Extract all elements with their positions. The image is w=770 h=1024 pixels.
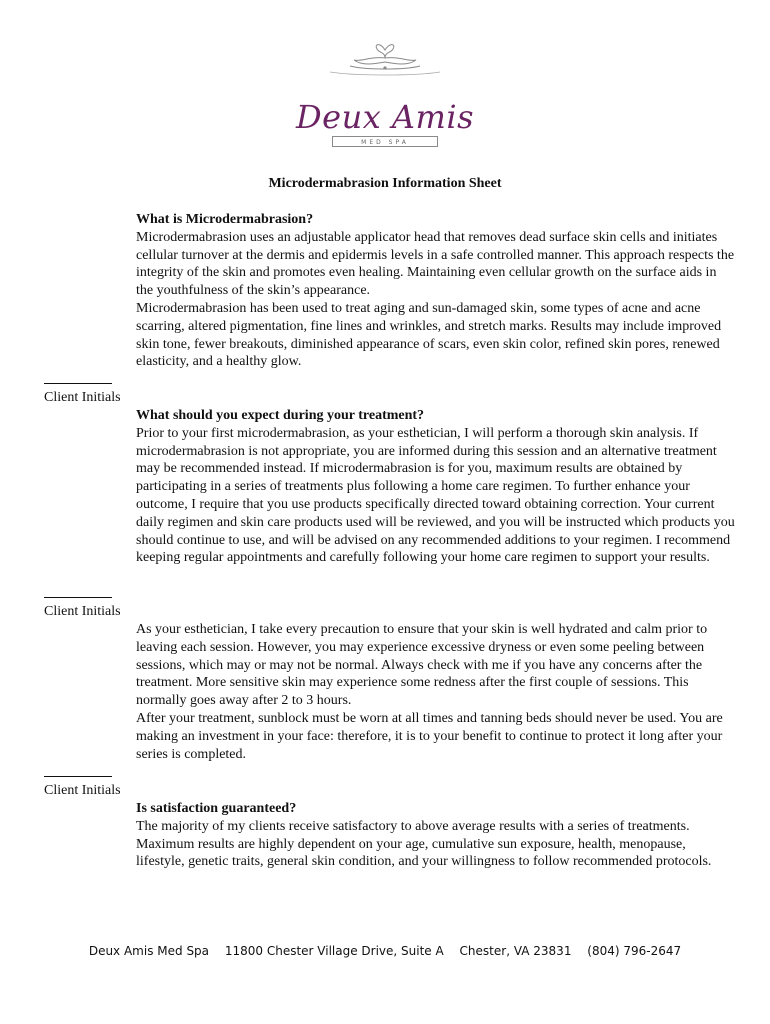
footer-address: 11800 Chester Village Drive, Suite A <box>224 944 444 958</box>
initials-label: Client Initials <box>44 604 121 619</box>
logo-subtitle: MED SPA <box>332 136 438 147</box>
section-paragraph: Microdermabrasion uses an adjustable applicator head that removes dead surface skin cells and initiates cellular turnover at the dermis and epidermis levels in a safe controlled manner. This approach respects the integrity of the skin and promotes even healing. Maintaining even cellular growth on the surface aids in the youthfulness of the skin’s appearance. <box>136 229 735 299</box>
footer-city: Chester, VA 23831 <box>459 944 572 958</box>
initials-line <box>44 597 112 598</box>
section-paragraph: Microdermabrasion has been used to treat aging and sun-damaged skin, some types of acne and acne scarring, altered pigmentation, fine lines and wrinkles, and stretch marks. Results may include improved skin tone, fewer breakouts, diminished appearance of scars, even skin color, refined skin pores, renewed elasticity, and a healthy glow. <box>136 300 722 370</box>
section-precautions <box>136 621 736 763</box>
page-title: Microdermabrasion Information Sheet <box>268 176 502 191</box>
logo <box>270 40 500 150</box>
section-what-is <box>136 211 736 371</box>
section-satisfaction <box>136 800 736 871</box>
section-heading: What is Microdermabrasion? <box>136 212 314 227</box>
client-initials-3[interactable] <box>44 776 121 799</box>
initials-line <box>44 776 112 777</box>
section-expect <box>136 407 736 567</box>
section-heading: Is satisfaction guaranteed? <box>136 801 297 816</box>
section-paragraph: As your esthetician, I take every precaution to ensure that your skin is well hydrated and calm prior to leaving each session. However, you may experience excessive dryness or even some peeling between sessions, which may or may not be normal. Always check with me if you have any concerns after the treatment. More sensitive skin may experience some redness after the first couple of sessions. This normally goes away after 2 to 3 hours. <box>136 622 708 709</box>
section-heading: What should you expect during your treatment? <box>136 408 425 423</box>
section-paragraph: After your treatment, sunblock must be worn at all times and tanning beds should never be used. You are making an investment in your face: therefore, it is to your benefit to continue to protect it long after your series is completed. <box>136 710 723 762</box>
footer <box>0 944 770 958</box>
section-paragraph: The majority of my clients receive satisfactory to above average results with a series of treatments. Maximum results are highly dependent on your age, cumulative sun exposure, health, menopause, lifestyle, genetic traits, general skin condition, and your willingness to follow recommended protocols. <box>136 818 712 870</box>
logo-name: Deux Amis <box>295 98 475 136</box>
client-initials-2[interactable] <box>44 597 121 620</box>
logo-ornament-icon <box>270 40 500 100</box>
footer-name: Deux Amis Med Spa <box>88 944 210 958</box>
client-initials-1[interactable] <box>44 383 121 406</box>
section-paragraph: Prior to your first microdermabrasion, as your esthetician, I will perform a thorough skin analysis. If microdermabrasion is not appropriate, you are informed during this session and an alternative treatment may be recommended instead. If microdermabrasion is for you, maximum results are obtained by participating in a series of treatments plus following a home care regimen. To further enhance your outcome, I require that you use products specifically directed toward obtaining correction. Your current daily regimen and skin care products used will be reviewed, and you will be instructed which products you should continue to use, and will be advised on any recommended additions to your regimen. I recommend keeping regular appointments and carefully following your home care regimen to support your results. <box>136 425 735 566</box>
initials-label: Client Initials <box>44 783 121 798</box>
initials-label: Client Initials <box>44 390 121 405</box>
initials-line <box>44 383 112 384</box>
footer-phone: (804) 796-2647 <box>587 944 682 958</box>
